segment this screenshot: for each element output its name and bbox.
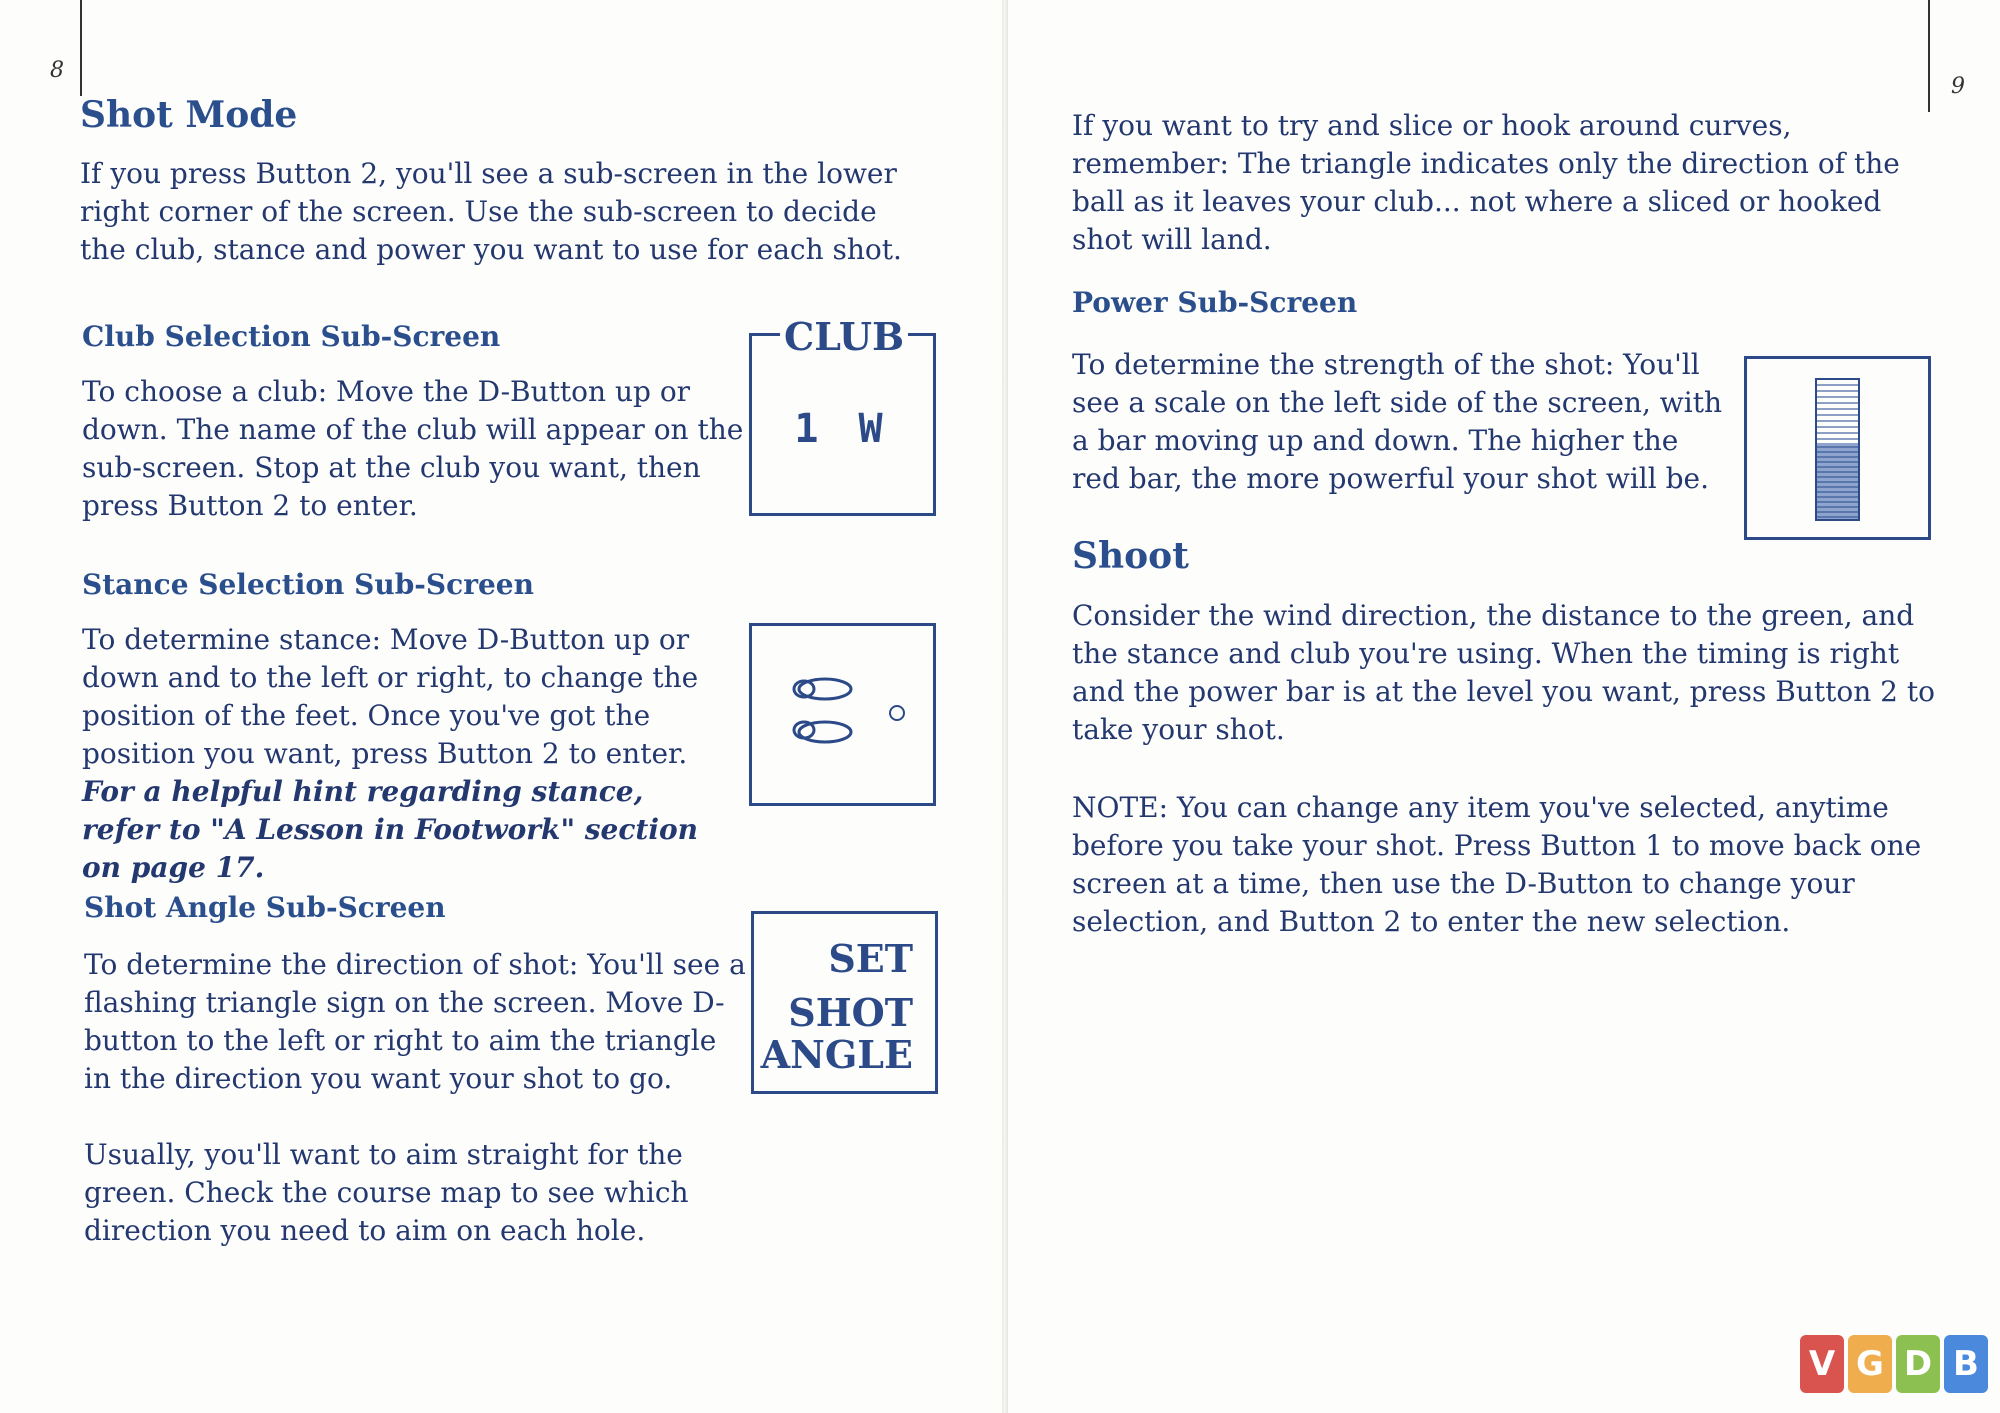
club-sub-screen — [749, 314, 936, 516]
shoot-text: Consider the wind direction, the distance to the green, and the stance and club you're using. When the timing is right and the power bar is at the level you want, press Button 2 to take your shot. — [1072, 599, 1936, 746]
angle-box-line1: SET — [828, 936, 913, 981]
vgdb-watermark-logo — [1800, 1335, 1988, 1393]
watermark-tile-v: V — [1800, 1335, 1844, 1393]
power-text: To determine the strength of the shot: You'll see a scale on the left side of the screen, with a bar moving up and down. The higher the red bar, the more powerful your shot will be. — [1072, 348, 1722, 495]
stance-selection-text — [82, 621, 722, 887]
stance-sub-screen — [749, 623, 936, 806]
shot-angle-sub-screen — [751, 911, 938, 1094]
watermark-tile-g: G — [1848, 1335, 1892, 1393]
angle-box-line2: SHOT — [788, 990, 913, 1035]
club-box-value: 1 W — [794, 406, 891, 452]
page-number-right: 9 — [1951, 74, 1965, 99]
power-sub-screen — [1744, 356, 1931, 540]
heading-power: Power Sub-Screen — [1072, 286, 1358, 319]
watermark-tile-b: B — [1944, 1335, 1988, 1393]
club-selection-text: To choose a club: Move the D-Button up or down. The name of the club will appear on the sub-screen. Stop at the club you want, then press Button 2 to enter. — [82, 375, 744, 522]
heading-club-selection: Club Selection Sub-Screen — [82, 320, 501, 353]
note-text: NOTE: You can change any item you've selected, anytime before you take your shot. Press Button 1 to move back one screen at a time, then use the D-Button to change your selection, and Button 2 to enter the new selection. — [1072, 791, 1922, 938]
aim-advice-text: Usually, you'll want to aim straight for the green. Check the course map to see which direction you need to aim on each hole. — [84, 1138, 689, 1247]
power-scale — [1815, 378, 1860, 521]
angle-box-line3: ANGLE — [760, 1032, 913, 1077]
page-number-left: 8 — [50, 58, 64, 83]
power-bar-fill — [1817, 443, 1858, 519]
slice-hook-text: If you want to try and slice or hook around curves, remember: The triangle indicates only the direction of the ball as it leaves your club... not where a sliced or hooked shot will land. — [1072, 109, 1900, 256]
intro-paragraph: If you press Button 2, you'll see a sub-screen in the lower right corner of the screen. Use the sub-screen to decide the club, stance and power you want to use for each shot. — [80, 157, 902, 266]
page-edge-line-right — [1928, 0, 1930, 112]
heading-stance-selection: Stance Selection Sub-Screen — [82, 568, 534, 601]
stance-hint: For a helpful hint regarding stance, refer to "A Lesson in Footwork" section on page 17. — [82, 775, 699, 884]
feet-icon — [752, 626, 933, 803]
section-title-shot-mode: Shot Mode — [80, 94, 298, 136]
shot-angle-text: To determine the direction of shot: You'll see a flashing triangle sign on the screen. Move D-button to the left or right to aim the triangle in the direction you want your shot to go. — [84, 948, 746, 1095]
section-title-shoot: Shoot — [1072, 535, 1189, 577]
heading-shot-angle: Shot Angle Sub-Screen — [84, 891, 446, 924]
stance-body: To determine stance: Move D-Button up or down and to the left or right, to change the position of the feet. Once you've got the position you want, press Button 2 to enter. — [82, 623, 699, 770]
watermark-tile-d: D — [1896, 1335, 1940, 1393]
right-page — [1008, 0, 2000, 1413]
page-edge-line-left — [80, 0, 82, 96]
club-box-label: CLUB — [780, 314, 908, 359]
